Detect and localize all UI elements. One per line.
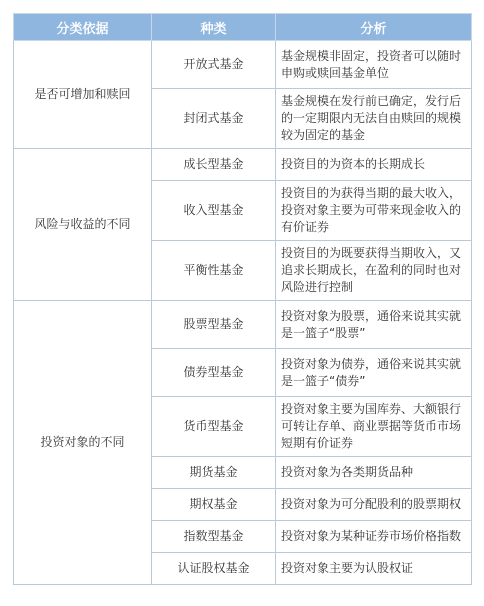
table-row: [14, 301, 472, 349]
analysis-cell: 投资对象主要为国库券、大额银行可转让存单、商业票据等货币市场短期有价证券: [276, 397, 472, 457]
header-kind: 种类: [152, 14, 276, 41]
kind-cell: 封闭式基金: [152, 89, 276, 149]
kind-cell: 认证股权基金: [152, 553, 276, 585]
analysis-cell: 投资对象为可分配股利的股票期权: [276, 489, 472, 521]
analysis-cell: 基金规模在发行前已确定，发行后的一定期限内无法自由赎回的规模较为固定的基金: [276, 89, 472, 149]
analysis-cell: 投资对象为各类期货品种: [276, 457, 472, 489]
kind-cell: 债券型基金: [152, 349, 276, 397]
analysis-cell: 投资目的为资本的长期成长: [276, 149, 472, 181]
analysis-cell: 基金规模非固定，投资者可以随时申购或赎回基金单位: [276, 41, 472, 89]
header-row: [14, 14, 472, 41]
table-row: [14, 149, 472, 181]
analysis-cell: 投资目的为既要获得当期收入，又追求长期成长，在盈利的同时也对风险进行控制: [276, 241, 472, 301]
kind-cell: 指数型基金: [152, 521, 276, 553]
basis-cell: 是否可增加和赎回: [14, 41, 152, 149]
analysis-cell: 投资对象为某种证券市场价格指数: [276, 521, 472, 553]
basis-cell: 风险与收益的不同: [14, 149, 152, 301]
kind-cell: 期权基金: [152, 489, 276, 521]
fund-classification-table-container: [13, 13, 471, 585]
analysis-cell: 投资对象为债券，通俗来说其实就是一篮子“债券”: [276, 349, 472, 397]
header-analysis: 分析: [276, 14, 472, 41]
analysis-cell: 投资目的为获得当期的最大收入，投资对象主要为可带来现金收入的有价证券: [276, 181, 472, 241]
kind-cell: 股票型基金: [152, 301, 276, 349]
kind-cell: 开放式基金: [152, 41, 276, 89]
kind-cell: 货币型基金: [152, 397, 276, 457]
kind-cell: 平衡性基金: [152, 241, 276, 301]
fund-classification-table: [13, 13, 472, 585]
kind-cell: 收入型基金: [152, 181, 276, 241]
basis-cell: 投资对象的不同: [14, 301, 152, 585]
analysis-cell: 投资对象为股票，通俗来说其实就是一篮子“股票”: [276, 301, 472, 349]
header-basis: 分类依据: [14, 14, 152, 41]
kind-cell: 成长型基金: [152, 149, 276, 181]
analysis-cell: 投资对象主要为认股权证: [276, 553, 472, 585]
kind-cell: 期货基金: [152, 457, 276, 489]
table-row: [14, 41, 472, 89]
